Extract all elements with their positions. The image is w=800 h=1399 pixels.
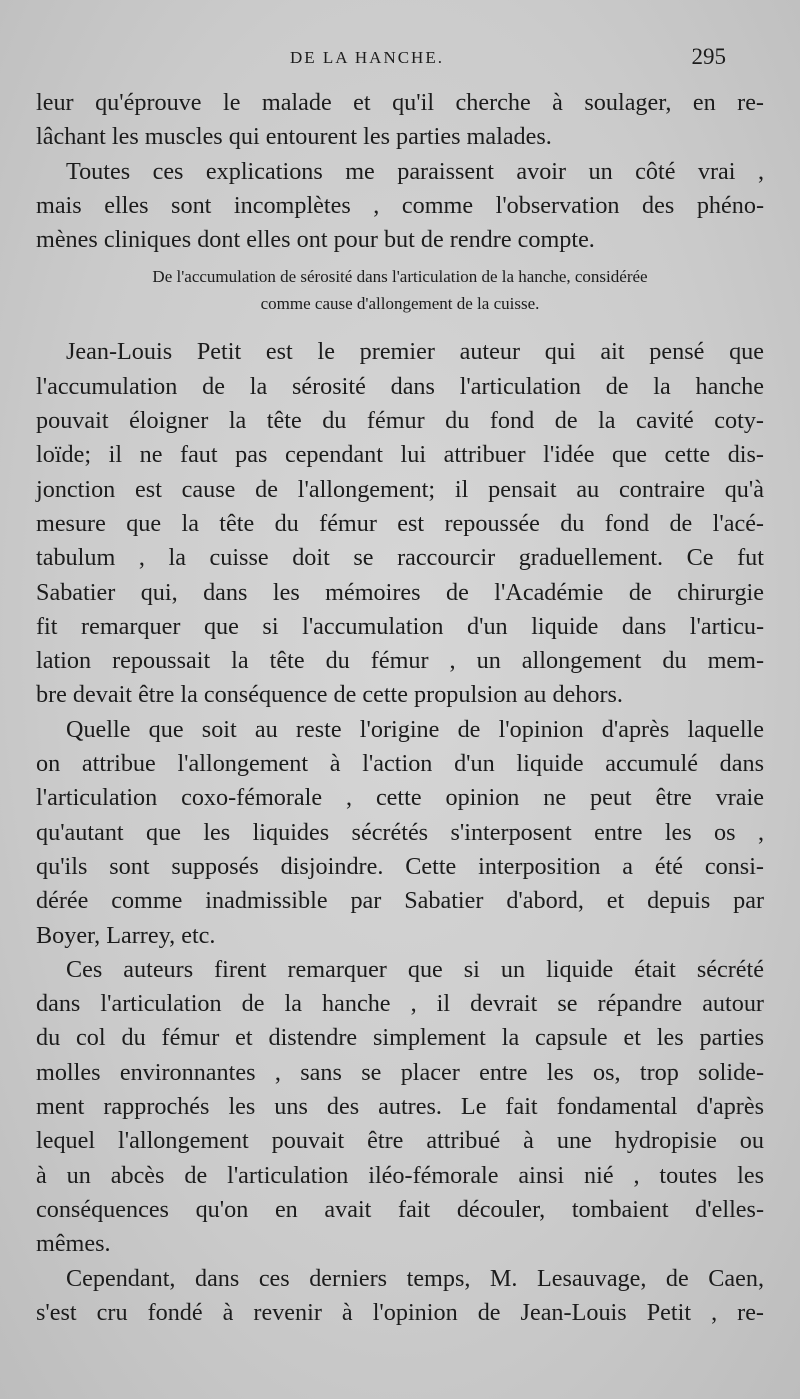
running-head xyxy=(0,44,800,74)
text-line: conséquences qu'on en avait fait découler, tombaient d'elles- xyxy=(36,1195,764,1223)
text-line: ment rapprochés les uns des autres. Le fait fondamental d'après xyxy=(36,1093,764,1121)
text-line: leur qu'éprouve le malade et qu'il cherche à soulager, en re- xyxy=(36,89,764,116)
text-line: dans l'articulation de la hanche , il devrait se répandre autour xyxy=(36,990,764,1018)
text-line: Quelle que soit au reste l'origine de l'opinion d'après laquelle xyxy=(66,715,764,743)
text-line: dérée comme inadmissible par Sabatier d'abord, et depuis par xyxy=(36,887,764,915)
text-line: du col du fémur et distendre simplement la capsule et les parties xyxy=(36,1024,764,1052)
text-line: pouvait éloigner la tête du fémur du fond de la cavité coty- xyxy=(36,407,764,435)
text-line: qu'ils sont supposés disjoindre. Cette interposition a été consi- xyxy=(36,852,764,880)
text-line: Toutes ces explications me paraissent avoir un côté vrai , xyxy=(66,157,764,185)
text-line: on attribue l'allongement à l'action d'un liquide accumulé dans xyxy=(36,750,764,778)
text-line: s'est cru fondé à revenir à l'opinion de Jean-Louis Petit , re- xyxy=(36,1298,764,1326)
text-line: mènes cliniques dont elles ont pour but de rendre compte. xyxy=(36,226,595,254)
text-line: Cependant, dans ces derniers temps, M. Lesauvage, de Caen, xyxy=(66,1264,764,1292)
text-line: bre devait être la conséquence de cette propulsion au dehors. xyxy=(36,681,623,709)
text-line: qu'autant que les liquides sécrétés s'interposent entre les os , xyxy=(36,818,764,846)
text-line: jonction est cause de l'allongement; il pensait au contraire qu'à xyxy=(36,475,764,503)
text-line: mais elles sont incomplètes , comme l'observation des phéno- xyxy=(36,191,764,219)
text-line: l'articulation coxo-fémorale , cette opinion ne peut être vraie xyxy=(36,784,764,812)
text-line: à un abcès de l'articulation iléo-fémorale ainsi nié , toutes les xyxy=(36,1161,764,1189)
section-heading-line: comme cause d'allongement de la cuisse. xyxy=(260,294,540,314)
body-text xyxy=(36,86,764,1330)
text-line: l'accumulation de la sérosité dans l'articulation de la hanche xyxy=(36,372,764,400)
text-line: lâchant les muscles qui entourent les parties malades. xyxy=(36,123,552,151)
text-line: mesure que la tête du fémur est repoussée du fond de l'acé- xyxy=(36,509,764,537)
text-line: Boyer, Larrey, etc. xyxy=(36,921,216,949)
text-line: tabulum , la cuisse doit se raccourcir graduellement. Ce fut xyxy=(36,544,764,572)
text-line: loïde; il ne faut pas cependant lui attribuer l'idée que cette dis- xyxy=(36,441,764,469)
text-line: Sabatier qui, dans les mémoires de l'Académie de chirurgie xyxy=(36,578,764,606)
section-heading-line: De l'accumulation de sérosité dans l'articulation de la hanche, considérée xyxy=(152,267,648,287)
text-line: fit remarquer que si l'accumulation d'un liquide dans l'articu- xyxy=(36,612,764,640)
text-line: lation repoussait la tête du fémur , un allongement du mem- xyxy=(36,647,764,675)
text-line: Jean-Louis Petit est le premier auteur qui ait pensé que xyxy=(66,338,764,366)
text-line: molles environnantes , sans se placer entre les os, trop solide- xyxy=(36,1058,764,1086)
page-number: 295 xyxy=(691,44,726,69)
text-line: lequel l'allongement pouvait être attribué à une hydropisie ou xyxy=(36,1127,764,1155)
text-line: Ces auteurs firent remarquer que si un liquide était sécrété xyxy=(66,955,764,983)
section-heading xyxy=(36,263,764,317)
text-line: mêmes. xyxy=(36,1230,111,1258)
running-title: DE LA HANCHE. xyxy=(290,48,444,67)
